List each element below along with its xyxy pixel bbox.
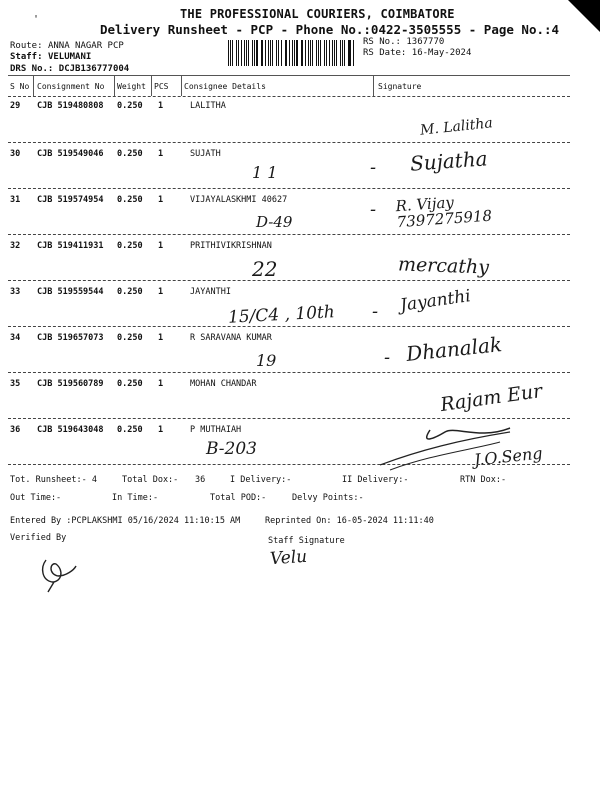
dash-mark: - [372, 301, 379, 322]
row-consignee: R SARAVANA KUMAR [190, 333, 272, 343]
signature-handwriting: Dhanalak [405, 332, 504, 366]
table-row [0, 327, 600, 372]
ii-delivery: II Delivery:- [342, 475, 409, 485]
row-pcs: 1 [158, 195, 164, 205]
row-consignee: P MUTHAIAH [190, 425, 242, 435]
rs-no-line [363, 37, 444, 47]
staff-signature-label: Staff Signature [268, 536, 345, 546]
scan-corner-mark [568, 0, 600, 32]
barcode-bar [248, 40, 249, 66]
address-note-handwriting: 22 [252, 257, 278, 281]
column-header-weight: Weight [117, 82, 146, 91]
route-value: ANNA NAGAR PCP [47, 41, 124, 51]
route-label: Route: [10, 41, 43, 51]
row-consignment: CJB 519411931 [37, 241, 104, 251]
barcode-bar [228, 40, 229, 66]
staff-line [10, 52, 91, 62]
row-consignee: MOHAN CHANDAR [190, 379, 257, 389]
barcode-bar [265, 40, 266, 66]
barcode-bar [252, 40, 253, 66]
row-sno: 33 [10, 287, 21, 297]
barcode-bar [305, 40, 306, 66]
row-weight: 0.250 [117, 241, 143, 251]
row-consignment: CJB 519560789 [37, 379, 104, 389]
entered-by: Entered By :PCPLAKSHMI 05/16/2024 11:10:15 AM [10, 516, 241, 526]
row-sno: 35 [10, 379, 21, 389]
barcode-bar [256, 40, 257, 66]
row-sno: 30 [10, 149, 21, 159]
row-consignment: CJB 519480808 [37, 101, 104, 111]
verifier-signature-icon [36, 552, 86, 594]
row-consignee: PRITHIVIKRISHNAN [190, 241, 272, 251]
barcode-bar [281, 40, 282, 66]
barcode-bar [336, 40, 337, 66]
row-weight: 0.250 [117, 287, 143, 297]
row-consignment: CJB 519643048 [37, 425, 104, 435]
address-note-handwriting: 19 [256, 351, 277, 370]
company-title: THE PROFESSIONAL COURIERS, COIMBATORE [180, 7, 455, 21]
verified-by: Verified By [10, 533, 67, 543]
address-note-handwriting: 15/C4 , 10th [227, 302, 336, 328]
row-sno: 34 [10, 333, 21, 343]
row-pcs: 1 [158, 425, 164, 435]
column-header-consignment: Consignment No [37, 82, 105, 91]
table-row [0, 373, 600, 418]
signature-handwriting: Jayanthi [398, 286, 472, 316]
runsheet-subtitle: Delivery Runsheet - PCP - Phone No.:0422-3505555 - Page No.:4 [100, 22, 560, 37]
row-sno: 32 [10, 241, 21, 251]
scan-dot: ' [33, 14, 40, 25]
signature-handwriting: mercathy [397, 253, 490, 279]
row-pcs: 1 [158, 333, 164, 343]
rs-date-value: 16-May-2024 [411, 48, 472, 58]
row-consignee: LALITHA [190, 101, 226, 111]
signature-handwriting: Rajam Eur [438, 379, 544, 417]
rs-date-line [363, 48, 471, 58]
i-delivery: I Delivery:- [230, 475, 292, 485]
barcode-bar [332, 40, 333, 66]
table-row [0, 189, 600, 234]
table-top-rule [8, 75, 570, 76]
drs-value: DCJB136777004 [58, 64, 130, 74]
out-time: Out Time:- [10, 493, 62, 503]
route-line [10, 41, 124, 51]
dash-mark: - [370, 199, 377, 220]
row-pcs: 1 [158, 149, 164, 159]
column-header-signature: Signature [378, 82, 422, 91]
rs-no-value: 1367770 [406, 37, 445, 47]
row-sno: 31 [10, 195, 21, 205]
row-pcs: 1 [158, 287, 164, 297]
rtn-dox: RTN Dox:- [460, 475, 507, 485]
signature-handwriting: J.O.Seng [473, 443, 544, 470]
row-weight: 0.250 [117, 333, 143, 343]
column-header-consignee: Consignee Details [184, 82, 266, 91]
address-note-handwriting: 1 1 [252, 163, 278, 182]
drs-line [10, 64, 129, 74]
total-dox-label: Total Dox:- [122, 475, 179, 485]
address-note-handwriting: B-203 [206, 439, 257, 459]
dash-mark: - [370, 157, 377, 178]
reprinted-on: Reprinted On: 16-05-2024 11:11:40 [265, 516, 434, 526]
table-row [0, 281, 600, 326]
row-weight: 0.250 [117, 101, 143, 111]
row-weight: 0.250 [117, 425, 143, 435]
row-weight: 0.250 [117, 195, 143, 205]
row-pcs: 1 [158, 241, 164, 251]
signature-handwriting: Sujatha [409, 146, 489, 176]
column-header-sno: S No [10, 82, 30, 91]
row-weight: 0.250 [117, 379, 143, 389]
row-sno: 29 [10, 101, 21, 111]
row-pcs: 1 [158, 101, 164, 111]
row-consignment: CJB 519549046 [37, 149, 104, 159]
row-sno: 36 [10, 425, 21, 435]
row-pcs: 1 [158, 379, 164, 389]
row-consignment: CJB 519574954 [37, 195, 104, 205]
table-row [0, 97, 600, 142]
staff-signature-handwriting: Velu [269, 546, 308, 570]
barcode-bar [238, 40, 239, 66]
row-consignee: JAYANTHI [190, 287, 231, 297]
barcode [228, 40, 356, 66]
row-consignment: CJB 519559544 [37, 287, 104, 297]
column-divider [114, 76, 115, 96]
row-consignee: VIJAYALASKHMI 40627 [190, 195, 288, 205]
rs-no-label: RS No.: [363, 37, 401, 47]
barcode-bar [312, 40, 313, 66]
barcode-bar [272, 40, 273, 66]
barcode-bar [278, 40, 279, 66]
row-consignment: CJB 519657073 [37, 333, 104, 343]
signature-handwriting: M. Lalitha [419, 115, 494, 139]
signature-scribble-icon [360, 420, 540, 480]
staff-value: VELUMANI [47, 52, 92, 62]
row-weight: 0.250 [117, 149, 143, 159]
column-header-pcs: PCS [154, 82, 169, 91]
column-divider [33, 76, 34, 96]
total-pod: Total POD:- [210, 493, 267, 503]
in-time: In Time:- [112, 493, 159, 503]
barcode-bar [292, 40, 293, 66]
barcode-bar [324, 40, 325, 66]
delvy-points: Delvy Points:- [292, 493, 364, 503]
total-runsheet: Tot. Runsheet:- 4 [10, 475, 97, 485]
column-divider [151, 76, 152, 96]
address-note-handwriting: D-49 [256, 213, 293, 231]
barcode-bar [344, 40, 345, 66]
table-row [0, 143, 600, 188]
table-row [0, 235, 600, 280]
row-consignee: SUJATH [190, 149, 221, 159]
column-divider [373, 76, 374, 96]
rs-date-label: RS Date: [363, 48, 407, 58]
drs-label: DRS No.: [10, 64, 54, 74]
barcode-bar [296, 40, 297, 66]
barcode-bar [236, 40, 237, 66]
staff-label: Staff: [10, 52, 43, 62]
signature-handwriting: R. Vijay 7397275918 [394, 193, 493, 232]
total-dox-value: 36 [195, 475, 206, 485]
column-divider [181, 76, 182, 96]
barcode-bar [349, 40, 350, 66]
barcode-bar [316, 40, 317, 66]
dash-mark: - [384, 347, 391, 368]
